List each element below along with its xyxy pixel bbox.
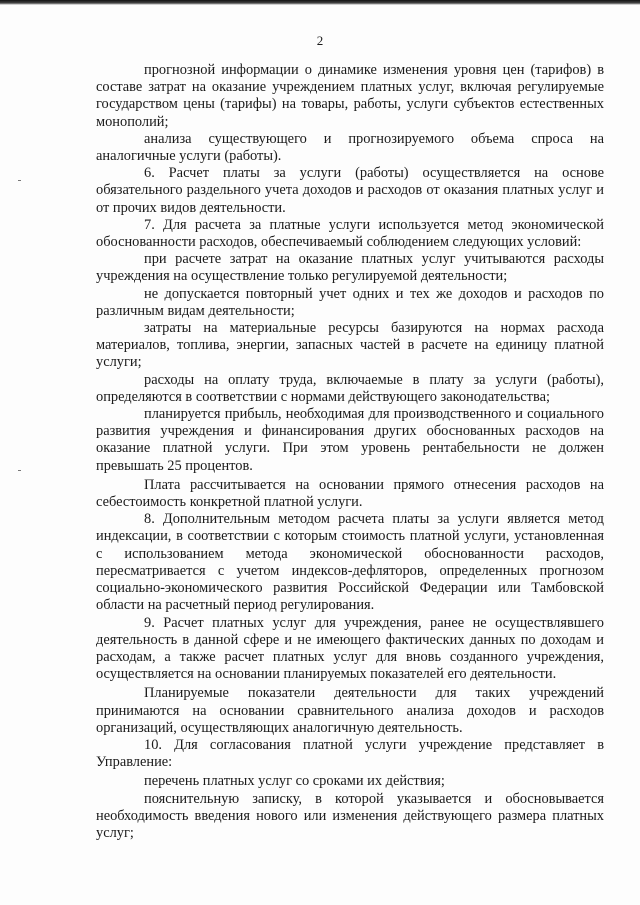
paragraph-item-6: 6. Расчет платы за услуги (работы) осуществляется на основе обязательного раздельного учета доходов и расходов от оказания платных услуг и от прочих видов деятельности. bbox=[96, 165, 604, 216]
paragraph-forecast-info: прогнозной информации о динамике изменения уровня цен (тарифов) в составе затрат на оказание учреждением платных услуг, включая регулируемые государством цены (тарифы) на товары, работы, услуги субъектов естественных монополий; bbox=[96, 62, 604, 130]
scan-speck bbox=[18, 470, 21, 471]
paragraph-labor-costs: расходы на оплату труда, включаемые в плату за услуги (работы), определяются в соответствии с нормами действующего законодательства; bbox=[96, 371, 604, 405]
paragraph-explanatory-note: пояснительную записку, в которой указывается и обосновывается необходимость введения нового или изменения действующего размера платных услуг; bbox=[96, 790, 604, 841]
paragraph-services-list: перечень платных услуг со сроками их действия; bbox=[144, 773, 445, 790]
paragraph-planned-indicators: Планируемые показатели деятельности для таких учреждений принимаются на основании сравнительного анализа доходов и расходов организаций, осуществляющих аналогичную деятельность. bbox=[96, 685, 604, 736]
scan-speck bbox=[18, 180, 21, 181]
paragraph-item-9: 9. Расчет платных услуг для учреждения, ранее не осуществлявшего деятельность в данной сфере и не имеющего фактических данных по доходам и расходам, а также расчет платных услуг для вновь созданного учреждения, осуществляется на основании планируемых показателей его деятельности. bbox=[96, 614, 604, 683]
page-number: 2 bbox=[316, 33, 324, 48]
paragraph-material-resources: затраты на материальные ресурсы базируются на нормах расхода материалов, топлива, энергии, запасных частей в расчете на единицу платной услуги; bbox=[96, 320, 604, 371]
paragraph-item-10: 10. Для согласования платной услуги учреждение представляет в Управление: bbox=[96, 736, 604, 771]
scan-top-edge bbox=[0, 0, 640, 5]
paragraph-profit: планируется прибыль, необходимая для производственного и социального развития учреждения и финансирования других обоснованных расходов на оказание платной услуги. При этом уровень рентабельности не должен превышать 25 процентов. bbox=[96, 406, 604, 474]
paragraph-regulated-costs: при расчете затрат на оказание платных услуг учитываются расходы учреждения на осуществление только регулируемой деятельности; bbox=[96, 251, 604, 285]
paragraph-demand-analysis: анализа существующего и прогнозируемого объема спроса на аналогичные услуги (работы). bbox=[96, 130, 604, 165]
paragraph-item-7: 7. Для расчета за платные услуги используется метод экономической обоснованности расходов, обеспечиваемый соблюдением следующих условий: bbox=[96, 216, 604, 251]
paragraph-direct-allocation: Плата рассчитывается на основании прямого отнесения расходов на себестоимость конкретной платной услуги. bbox=[96, 476, 604, 511]
document-body bbox=[96, 62, 604, 842]
paragraph-no-double-count: не допускается повторный учет одних и тех же доходов и расходов по различным видам деятельности; bbox=[96, 285, 604, 319]
paragraph-item-8: 8. Дополнительным методом расчета платы за услуги является метод индексации, в соответствии с которым стоимость платной услуги, установленная с использованием метода экономической обоснованности расходов, пересматривается с учетом индексов-дефляторов, определенных прогнозом социально-экономического развития Российской Федерации или Тамбовской области на расчетный период регулирования. bbox=[96, 511, 604, 614]
